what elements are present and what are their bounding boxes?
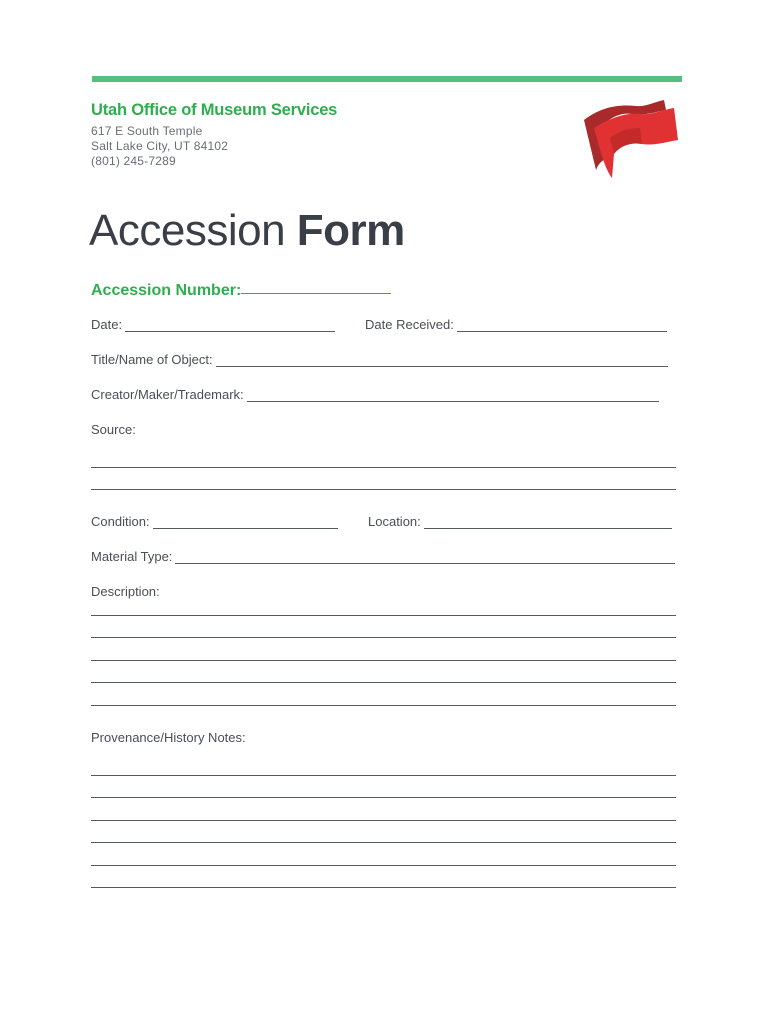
red-flag-logo bbox=[580, 98, 680, 178]
source-label: Source: bbox=[91, 422, 136, 437]
provenance-label: Provenance/History Notes: bbox=[91, 730, 246, 745]
description-line-1[interactable] bbox=[91, 615, 676, 616]
address-line-1: 617 E South Temple bbox=[91, 124, 203, 138]
provenance-line-3[interactable] bbox=[91, 820, 676, 821]
creator-field[interactable] bbox=[91, 387, 659, 402]
material-type-label: Material Type: bbox=[91, 549, 173, 564]
description-label: Description: bbox=[91, 584, 160, 599]
accession-number-line[interactable] bbox=[241, 293, 391, 294]
description-line-3[interactable] bbox=[91, 660, 676, 661]
provenance-line-4[interactable] bbox=[91, 842, 676, 843]
provenance-line-6[interactable] bbox=[91, 887, 676, 888]
title-name-line[interactable] bbox=[216, 365, 668, 367]
org-name: Utah Office of Museum Services bbox=[91, 101, 338, 119]
address-line-2: Salt Lake City, UT 84102 bbox=[91, 139, 229, 153]
header-accent-bar bbox=[92, 76, 682, 82]
title-name-label: Title/Name of Object: bbox=[91, 352, 213, 367]
source-line-1[interactable] bbox=[91, 467, 676, 468]
form-title bbox=[89, 206, 405, 256]
location-line[interactable] bbox=[424, 527, 672, 529]
accession-number-label: Accession Number: bbox=[91, 282, 242, 299]
source-line-2[interactable] bbox=[91, 489, 676, 490]
condition-label: Condition: bbox=[91, 514, 150, 529]
accession-number-field[interactable] bbox=[91, 282, 391, 300]
date-line[interactable] bbox=[125, 330, 335, 332]
provenance-line-5[interactable] bbox=[91, 865, 676, 866]
location-label: Location: bbox=[368, 514, 421, 529]
condition-field[interactable] bbox=[91, 514, 338, 529]
location-field[interactable] bbox=[368, 514, 672, 529]
description-line-2[interactable] bbox=[91, 637, 676, 638]
creator-line[interactable] bbox=[247, 400, 659, 402]
date-received-field[interactable] bbox=[365, 317, 667, 332]
date-received-line[interactable] bbox=[457, 330, 667, 332]
material-type-field[interactable] bbox=[91, 549, 675, 564]
phone-number: (801) 245-7289 bbox=[91, 154, 176, 168]
description-line-4[interactable] bbox=[91, 682, 676, 683]
date-label: Date: bbox=[91, 317, 123, 332]
material-type-line[interactable] bbox=[175, 562, 675, 564]
condition-line[interactable] bbox=[153, 527, 338, 529]
provenance-line-1[interactable] bbox=[91, 775, 676, 776]
description-line-5[interactable] bbox=[91, 705, 676, 706]
provenance-line-2[interactable] bbox=[91, 797, 676, 798]
title-name-field[interactable] bbox=[91, 352, 668, 367]
date-received-label: Date Received: bbox=[365, 317, 454, 332]
form-title-light: Accession bbox=[89, 206, 286, 255]
creator-label: Creator/Maker/Trademark: bbox=[91, 387, 244, 402]
form-title-bold: Form bbox=[296, 206, 405, 255]
date-field[interactable] bbox=[91, 317, 335, 332]
